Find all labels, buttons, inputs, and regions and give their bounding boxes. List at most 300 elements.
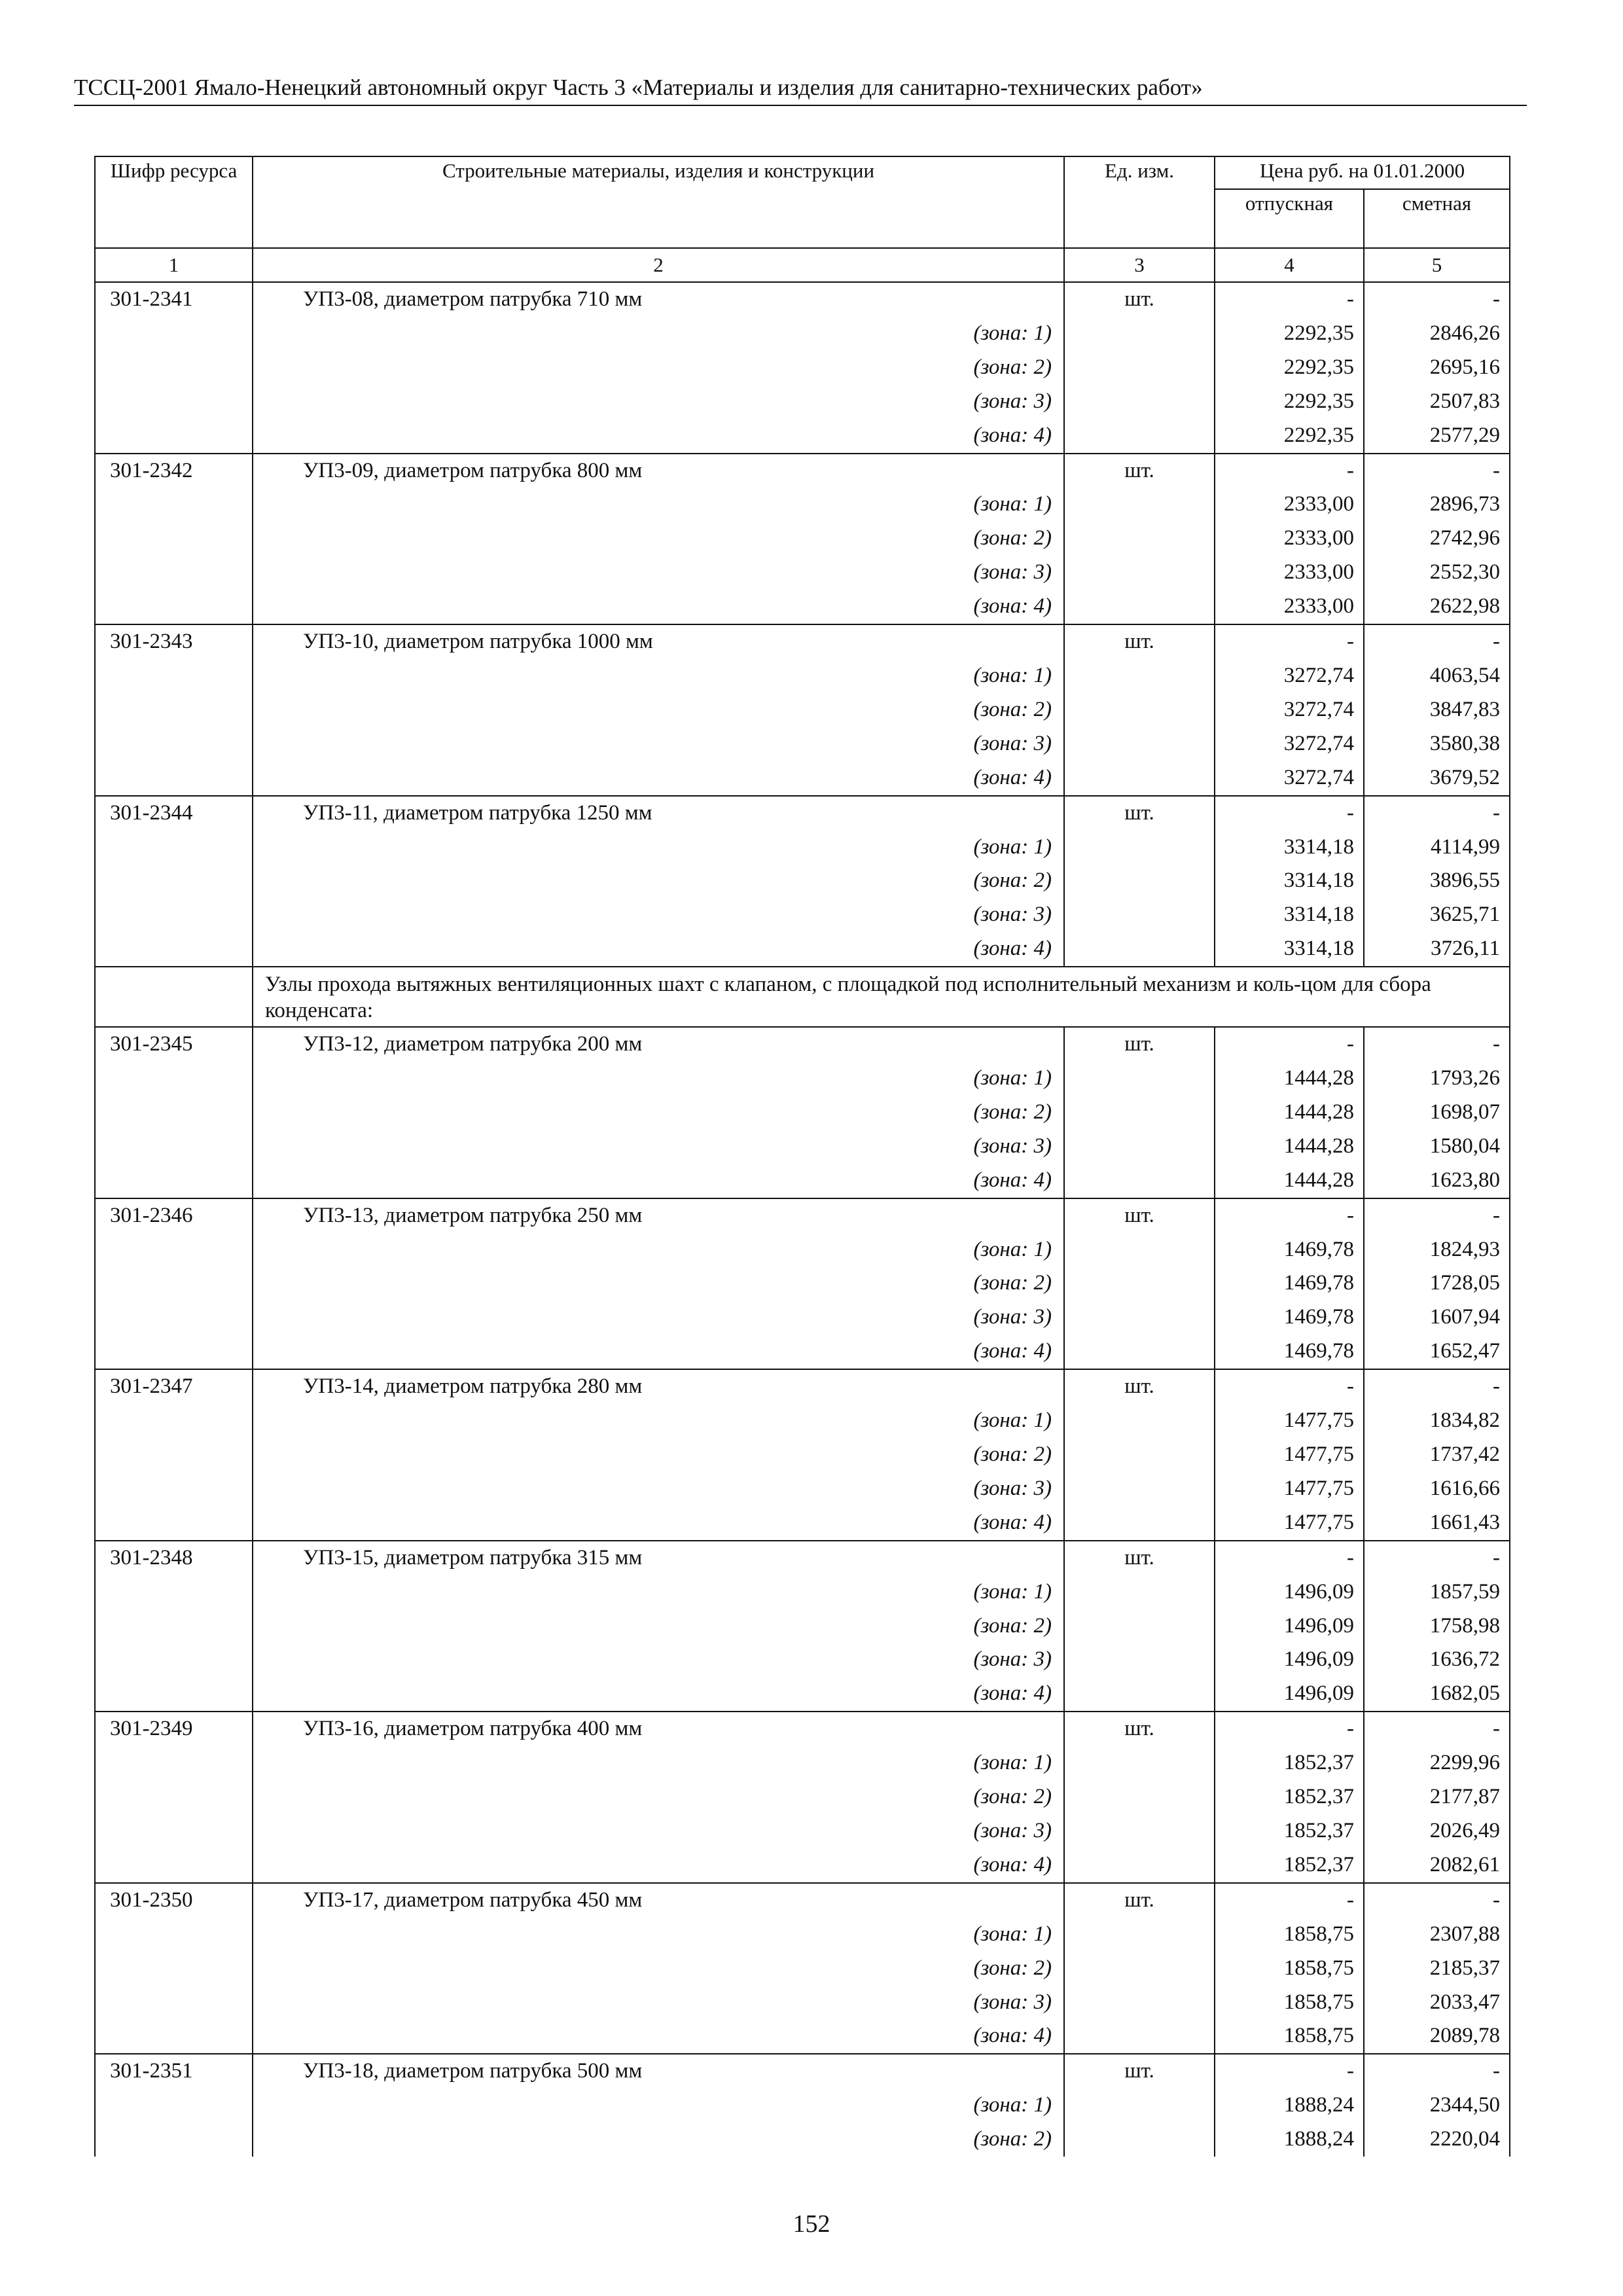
zone-label: (зона: 3): [253, 1986, 1064, 2020]
code-blank: [95, 522, 253, 556]
unit-blank: [1064, 932, 1215, 967]
release-price: 1888,24: [1215, 2123, 1364, 2157]
zone-row: [95, 864, 1510, 898]
item-unit: шт.: [1064, 796, 1215, 831]
code-blank: [95, 864, 253, 898]
zone-row: [95, 1848, 1510, 1883]
release-price: 1469,78: [1215, 1266, 1364, 1300]
zone-row: [95, 727, 1510, 761]
zone-label: (зона: 2): [253, 1266, 1064, 1300]
code-blank: [95, 590, 253, 624]
estimate-price: 2307,88: [1364, 1918, 1510, 1952]
release-price: 1477,75: [1215, 1438, 1364, 1472]
zone-label: (зона: 3): [253, 1472, 1064, 1506]
code-blank: [95, 1164, 253, 1198]
estimate-price: 1652,47: [1364, 1335, 1510, 1369]
zone-label: (зона: 4): [253, 932, 1064, 967]
zone-row: [95, 1472, 1510, 1506]
item-unit: шт.: [1064, 1369, 1215, 1404]
estimate-price: 1857,59: [1364, 1575, 1510, 1609]
estimate-price-empty: -: [1364, 796, 1510, 831]
estimate-price: 1834,82: [1364, 1404, 1510, 1438]
zone-row: [95, 1438, 1510, 1472]
table-row: [95, 282, 1510, 317]
unit-blank: [1064, 1096, 1215, 1130]
code-blank: [95, 419, 253, 454]
resource-code: 301-2341: [95, 282, 253, 317]
code-blank: [95, 1848, 253, 1883]
zone-row: [95, 1780, 1510, 1814]
zone-row: [95, 1300, 1510, 1335]
estimate-price: 2742,96: [1364, 522, 1510, 556]
code-blank: [95, 1780, 253, 1814]
release-price: 1477,75: [1215, 1404, 1364, 1438]
zone-label: (зона: 3): [253, 556, 1064, 590]
release-price: 1444,28: [1215, 1130, 1364, 1164]
zone-row: [95, 2019, 1510, 2054]
zone-row: [95, 1506, 1510, 1541]
unit-blank: [1064, 1609, 1215, 1643]
release-price: 1852,37: [1215, 1814, 1364, 1848]
col-price-header: Цена руб. на 01.01.2000: [1215, 156, 1510, 189]
zone-label: (зона: 2): [253, 2123, 1064, 2157]
item-unit: шт.: [1064, 2054, 1215, 2089]
release-price: 1496,09: [1215, 1575, 1364, 1609]
table-row: [95, 454, 1510, 488]
item-unit: шт.: [1064, 1027, 1215, 1062]
estimate-price: 3679,52: [1364, 761, 1510, 796]
unit-blank: [1064, 2019, 1215, 2054]
code-blank: [95, 1506, 253, 1541]
estimate-price: 1661,43: [1364, 1506, 1510, 1541]
item-unit: шт.: [1064, 1883, 1215, 1918]
estimate-price: 4063,54: [1364, 659, 1510, 693]
code-blank: [95, 1952, 253, 1986]
zone-label: (зона: 4): [253, 1335, 1064, 1369]
release-price: 3272,74: [1215, 727, 1364, 761]
unit-blank: [1064, 522, 1215, 556]
release-price: 3314,18: [1215, 898, 1364, 932]
release-price: 2333,00: [1215, 488, 1364, 522]
zone-label: (зона: 2): [253, 693, 1064, 727]
release-price: 2333,00: [1215, 590, 1364, 624]
code-blank: [95, 1986, 253, 2020]
code-blank: [95, 1438, 253, 1472]
zone-row: [95, 1335, 1510, 1369]
release-price: 2292,35: [1215, 385, 1364, 419]
unit-blank: [1064, 1300, 1215, 1335]
zone-row: [95, 556, 1510, 590]
code-blank: [95, 761, 253, 796]
zone-label: (зона: 2): [253, 1438, 1064, 1472]
table-row: [95, 1027, 1510, 1062]
item-name: УП3-11, диаметром патрубка 1250 мм: [253, 796, 1064, 831]
release-price: 2292,35: [1215, 351, 1364, 385]
estimate-price: 1698,07: [1364, 1096, 1510, 1130]
zone-label: (зона: 1): [253, 831, 1064, 865]
col-number: 4: [1215, 248, 1364, 282]
resource-code: 301-2346: [95, 1198, 253, 1233]
estimate-price: 1636,72: [1364, 1643, 1510, 1677]
unit-blank: [1064, 1746, 1215, 1780]
zone-row: [95, 385, 1510, 419]
release-price: 1469,78: [1215, 1300, 1364, 1335]
table-row: [95, 2054, 1510, 2089]
release-price: 1496,09: [1215, 1677, 1364, 1712]
zone-label: (зона: 2): [253, 1096, 1064, 1130]
estimate-price: 2089,78: [1364, 2019, 1510, 2054]
resource-code: 301-2343: [95, 624, 253, 659]
release-price-empty: -: [1215, 1369, 1364, 1404]
resource-code: 301-2349: [95, 1712, 253, 1746]
release-price: 1858,75: [1215, 1986, 1364, 2020]
code-blank: [95, 1575, 253, 1609]
zone-label: (зона: 3): [253, 1814, 1064, 1848]
code-blank: [95, 693, 253, 727]
table-body: [95, 282, 1510, 2157]
zone-label: (зона: 1): [253, 1233, 1064, 1267]
unit-blank: [1064, 1780, 1215, 1814]
table-row: [95, 796, 1510, 831]
zone-label: (зона: 1): [253, 488, 1064, 522]
zone-row: [95, 419, 1510, 454]
zone-label: (зона: 3): [253, 898, 1064, 932]
estimate-price-empty: -: [1364, 1198, 1510, 1233]
item-name: УП3-17, диаметром патрубка 450 мм: [253, 1883, 1064, 1918]
running-header: ТССЦ-2001 Ямало-Ненецкий автономный округ Часть 3 «Материалы и изделия для санитарно-технических работ»: [74, 73, 1527, 106]
resource-code: 301-2344: [95, 796, 253, 831]
release-price: 1477,75: [1215, 1472, 1364, 1506]
code-blank: [95, 2019, 253, 2054]
zone-label: (зона: 2): [253, 351, 1064, 385]
zone-label: (зона: 4): [253, 419, 1064, 454]
section-row: [95, 967, 1510, 1027]
zone-label: (зона: 1): [253, 2089, 1064, 2123]
zone-label: (зона: 4): [253, 1677, 1064, 1712]
zone-row: [95, 693, 1510, 727]
unit-blank: [1064, 1506, 1215, 1541]
unit-blank: [1064, 761, 1215, 796]
code-blank: [95, 351, 253, 385]
estimate-price: 1623,80: [1364, 1164, 1510, 1198]
estimate-price: 1758,98: [1364, 1609, 1510, 1643]
zone-row: [95, 1096, 1510, 1130]
unit-blank: [1064, 1643, 1215, 1677]
zone-row: [95, 1952, 1510, 1986]
estimate-price: 1793,26: [1364, 1062, 1510, 1096]
unit-blank: [1064, 419, 1215, 454]
item-name: УП3-18, диаметром патрубка 500 мм: [253, 2054, 1064, 2089]
zone-label: (зона: 3): [253, 1300, 1064, 1335]
item-name: УП3-10, диаметром патрубка 1000 мм: [253, 624, 1064, 659]
zone-row: [95, 1746, 1510, 1780]
item-name: УП3-12, диаметром патрубка 200 мм: [253, 1027, 1064, 1062]
zone-row: [95, 2089, 1510, 2123]
col-unit-header: Ед. изм.: [1064, 156, 1215, 248]
code-blank: [95, 932, 253, 967]
zone-row: [95, 898, 1510, 932]
zone-row: [95, 351, 1510, 385]
unit-blank: [1064, 1335, 1215, 1369]
table-row: [95, 1198, 1510, 1233]
unit-blank: [1064, 1814, 1215, 1848]
release-price: 1469,78: [1215, 1233, 1364, 1267]
table-row: [95, 1369, 1510, 1404]
item-unit: шт.: [1064, 454, 1215, 488]
estimate-price: 1607,94: [1364, 1300, 1510, 1335]
release-price-empty: -: [1215, 1541, 1364, 1575]
release-price: 3314,18: [1215, 864, 1364, 898]
release-price-empty: -: [1215, 1198, 1364, 1233]
release-price: 3314,18: [1215, 932, 1364, 967]
unit-blank: [1064, 556, 1215, 590]
estimate-price-empty: -: [1364, 624, 1510, 659]
estimate-price-empty: -: [1364, 1541, 1510, 1575]
zone-row: [95, 1677, 1510, 1712]
release-price: 1444,28: [1215, 1096, 1364, 1130]
estimate-price: 2695,16: [1364, 351, 1510, 385]
release-price: 2333,00: [1215, 522, 1364, 556]
unit-blank: [1064, 727, 1215, 761]
release-price: 3272,74: [1215, 761, 1364, 796]
unit-blank: [1064, 1233, 1215, 1267]
release-price: 1858,75: [1215, 1918, 1364, 1952]
unit-blank: [1064, 1575, 1215, 1609]
zone-row: [95, 522, 1510, 556]
code-blank: [95, 1404, 253, 1438]
unit-blank: [1064, 2089, 1215, 2123]
page-number: 152: [793, 2210, 830, 2238]
unit-blank: [1064, 1130, 1215, 1164]
release-price: 1496,09: [1215, 1643, 1364, 1677]
estimate-price: 2552,30: [1364, 556, 1510, 590]
unit-blank: [1064, 1986, 1215, 2020]
release-price-empty: -: [1215, 454, 1364, 488]
unit-blank: [1064, 351, 1215, 385]
zone-label: (зона: 4): [253, 1506, 1064, 1541]
estimate-price: 2846,26: [1364, 317, 1510, 351]
unit-blank: [1064, 2123, 1215, 2157]
unit-blank: [1064, 317, 1215, 351]
release-price: 2333,00: [1215, 556, 1364, 590]
release-price: 1444,28: [1215, 1062, 1364, 1096]
estimate-price-empty: -: [1364, 2054, 1510, 2089]
table-row: [95, 1883, 1510, 1918]
estimate-price: 2344,50: [1364, 2089, 1510, 2123]
estimate-price: 2033,47: [1364, 1986, 1510, 2020]
zone-row: [95, 1643, 1510, 1677]
zone-label: (зона: 4): [253, 1164, 1064, 1198]
col-number: 2: [253, 248, 1064, 282]
release-price-empty: -: [1215, 624, 1364, 659]
release-price-empty: -: [1215, 1883, 1364, 1918]
estimate-price: 3625,71: [1364, 898, 1510, 932]
release-price: 1888,24: [1215, 2089, 1364, 2123]
estimate-price: 1580,04: [1364, 1130, 1510, 1164]
table-row: [95, 1541, 1510, 1575]
code-blank: [95, 898, 253, 932]
item-name: УП3-13, диаметром патрубка 250 мм: [253, 1198, 1064, 1233]
zone-row: [95, 761, 1510, 796]
code-blank: [95, 1266, 253, 1300]
zone-row: [95, 659, 1510, 693]
estimate-price: 2177,87: [1364, 1780, 1510, 1814]
code-blank: [95, 2089, 253, 2123]
estimate-price: 3726,11: [1364, 932, 1510, 967]
release-price: 3272,74: [1215, 693, 1364, 727]
release-price: 2292,35: [1215, 317, 1364, 351]
code-blank: [95, 1643, 253, 1677]
zone-label: (зона: 1): [253, 659, 1064, 693]
release-price: 1852,37: [1215, 1746, 1364, 1780]
zone-row: [95, 317, 1510, 351]
zone-label: (зона: 3): [253, 1130, 1064, 1164]
estimate-price: 3847,83: [1364, 693, 1510, 727]
release-price: 3272,74: [1215, 659, 1364, 693]
zone-label: (зона: 1): [253, 1404, 1064, 1438]
code-blank: [95, 1062, 253, 1096]
unit-blank: [1064, 590, 1215, 624]
estimate-price: 3896,55: [1364, 864, 1510, 898]
zone-label: (зона: 4): [253, 761, 1064, 796]
code-blank: [95, 1130, 253, 1164]
zone-row: [95, 1575, 1510, 1609]
table-row: [95, 624, 1510, 659]
code-blank: [95, 1335, 253, 1369]
estimate-price: 1737,42: [1364, 1438, 1510, 1472]
col-number: 5: [1364, 248, 1510, 282]
estimate-price: 1728,05: [1364, 1266, 1510, 1300]
unit-blank: [1064, 693, 1215, 727]
zone-label: (зона: 1): [253, 1746, 1064, 1780]
zone-label: (зона: 2): [253, 864, 1064, 898]
zone-row: [95, 1918, 1510, 1952]
unit-blank: [1064, 1062, 1215, 1096]
resource-code: 301-2342: [95, 454, 253, 488]
unit-blank: [1064, 1918, 1215, 1952]
code-blank: [95, 1096, 253, 1130]
code-blank: [95, 1609, 253, 1643]
estimate-price-empty: -: [1364, 1883, 1510, 1918]
table-header: [95, 156, 1510, 282]
zone-label: (зона: 2): [253, 522, 1064, 556]
release-price-empty: -: [1215, 282, 1364, 317]
estimate-price-empty: -: [1364, 282, 1510, 317]
release-price-empty: -: [1215, 1027, 1364, 1062]
estimate-price: 2507,83: [1364, 385, 1510, 419]
code-blank: [95, 2123, 253, 2157]
item-unit: шт.: [1064, 282, 1215, 317]
resource-code: 301-2347: [95, 1369, 253, 1404]
release-price-empty: -: [1215, 796, 1364, 831]
estimate-price: 1682,05: [1364, 1677, 1510, 1712]
item-name: УП3-08, диаметром патрубка 710 мм: [253, 282, 1064, 317]
zone-row: [95, 1062, 1510, 1096]
release-price: 1852,37: [1215, 1848, 1364, 1883]
resource-code: 301-2351: [95, 2054, 253, 2089]
zone-row: [95, 2123, 1510, 2157]
zone-row: [95, 1814, 1510, 1848]
zone-label: (зона: 1): [253, 317, 1064, 351]
estimate-price-empty: -: [1364, 1027, 1510, 1062]
zone-label: (зона: 3): [253, 1643, 1064, 1677]
zone-label: (зона: 4): [253, 1848, 1064, 1883]
zone-row: [95, 1233, 1510, 1267]
unit-blank: [1064, 898, 1215, 932]
item-unit: шт.: [1064, 1712, 1215, 1746]
zone-row: [95, 488, 1510, 522]
unit-blank: [1064, 385, 1215, 419]
unit-blank: [1064, 1164, 1215, 1198]
unit-blank: [1064, 864, 1215, 898]
release-price: 1858,75: [1215, 2019, 1364, 2054]
release-price: 1469,78: [1215, 1335, 1364, 1369]
zone-row: [95, 1404, 1510, 1438]
estimate-price: 2896,73: [1364, 488, 1510, 522]
estimate-price: 2299,96: [1364, 1746, 1510, 1780]
estimate-price: 1616,66: [1364, 1472, 1510, 1506]
estimate-price: 4114,99: [1364, 831, 1510, 865]
col-code-header: Шифр ресурса: [95, 156, 253, 248]
estimate-price: 2026,49: [1364, 1814, 1510, 1848]
zone-label: (зона: 3): [253, 385, 1064, 419]
item-name: УП3-15, диаметром патрубка 315 мм: [253, 1541, 1064, 1575]
release-price: 3314,18: [1215, 831, 1364, 865]
code-blank: [95, 1918, 253, 1952]
code-blank: [95, 385, 253, 419]
code-blank: [95, 1746, 253, 1780]
col-number: 3: [1064, 248, 1215, 282]
code-blank: [95, 317, 253, 351]
zone-row: [95, 1164, 1510, 1198]
code-blank: [95, 556, 253, 590]
zone-label: (зона: 4): [253, 2019, 1064, 2054]
col-number: 1: [95, 248, 253, 282]
release-price: 2292,35: [1215, 419, 1364, 454]
item-name: УП3-09, диаметром патрубка 800 мм: [253, 454, 1064, 488]
code-blank: [95, 727, 253, 761]
unit-blank: [1064, 1438, 1215, 1472]
estimate-price: 2220,04: [1364, 2123, 1510, 2157]
release-price: 1858,75: [1215, 1952, 1364, 1986]
unit-blank: [1064, 1848, 1215, 1883]
zone-row: [95, 1609, 1510, 1643]
item-unit: шт.: [1064, 1541, 1215, 1575]
code-blank: [95, 967, 253, 1027]
item-unit: шт.: [1064, 1198, 1215, 1233]
zone-label: (зона: 4): [253, 590, 1064, 624]
zone-row: [95, 590, 1510, 624]
unit-blank: [1064, 1472, 1215, 1506]
col-name-header: Строительные материалы, изделия и конструкции: [253, 156, 1064, 248]
zone-label: (зона: 2): [253, 1952, 1064, 1986]
code-blank: [95, 1233, 253, 1267]
zone-label: (зона: 1): [253, 1918, 1064, 1952]
release-price: 1477,75: [1215, 1506, 1364, 1541]
item-unit: шт.: [1064, 624, 1215, 659]
code-blank: [95, 1814, 253, 1848]
estimate-price: 2622,98: [1364, 590, 1510, 624]
estimate-price: 2185,37: [1364, 1952, 1510, 1986]
unit-blank: [1064, 1404, 1215, 1438]
col-estimate-header: сметная: [1364, 189, 1510, 248]
estimate-price-empty: -: [1364, 1712, 1510, 1746]
estimate-price-empty: -: [1364, 454, 1510, 488]
zone-label: (зона: 2): [253, 1609, 1064, 1643]
unit-blank: [1064, 1266, 1215, 1300]
unit-blank: [1064, 831, 1215, 865]
zone-row: [95, 1986, 1510, 2020]
